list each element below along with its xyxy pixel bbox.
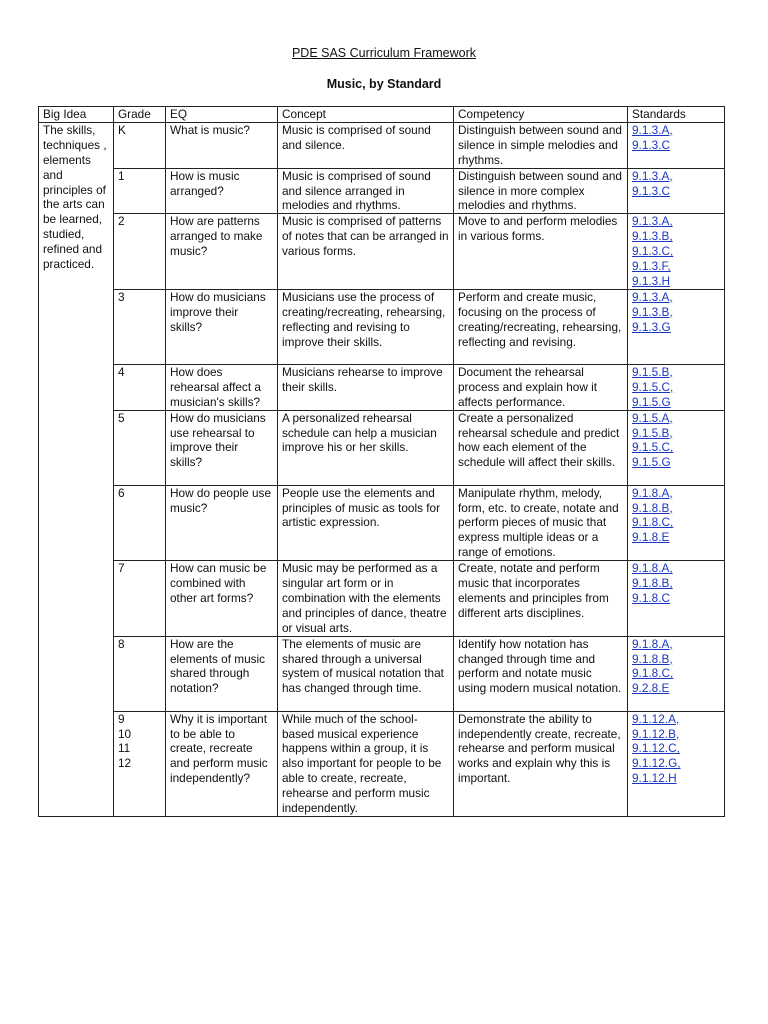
standard-link[interactable]: 9.1.12.G, [632, 756, 681, 771]
header-eq: EQ [166, 107, 278, 123]
standard-link[interactable]: 9.1.3.C, [632, 244, 674, 259]
concept-cell: While much of the school-based musical experience happens within a group, it is also important for people to be able to create, recreate, rehearse and perform music independently. [278, 711, 454, 816]
concept-cell: People use the elements and principles of music as tools for artistic expression. [278, 485, 454, 561]
standard-link[interactable]: 9.1.3.H [632, 273, 671, 288]
standards-cell [628, 561, 725, 637]
document-title: PDE SAS Curriculum Framework [291, 46, 477, 60]
standard-link[interactable]: 9.1.5.A, [632, 410, 673, 425]
grade-cell [114, 561, 166, 637]
eq-cell: How are the elements of music shared through notation? [166, 636, 278, 711]
eq-cell: How do musicians improve their skills? [166, 289, 278, 364]
table-row [39, 636, 725, 711]
grade-label: 11 [118, 741, 131, 756]
eq-cell: Why it is important to be able to create, recreate and perform music independently? [166, 711, 278, 816]
competency-cell: Identify how notation has changed through time and perform and notate music using modern musical notation. [454, 636, 628, 711]
concept-cell: A personalized rehearsal schedule can help a musician improve his or her skills. [278, 410, 454, 485]
grade-label: 9 [118, 711, 125, 726]
competency-cell: Demonstrate the ability to independently create, recreate, rehearse and perform musical works and explain why this is important. [454, 711, 628, 816]
table-row [39, 289, 725, 364]
grade-label: 3 [118, 289, 125, 304]
standard-link[interactable]: 9.1.3.A, [632, 214, 673, 229]
grade-cell [114, 711, 166, 816]
competency-cell: Move to and perform melodies in various forms. [454, 214, 628, 290]
standard-link[interactable]: 9.1.8.C, [632, 666, 674, 681]
standard-link[interactable]: 9.1.3.B, [632, 229, 673, 244]
competency-cell: Distinguish between sound and silence in simple melodies and rhythms. [454, 122, 628, 168]
big-idea-cell: The skills, techniques , elements and principles of the arts can be learned, studied, refined and practiced. [39, 122, 114, 816]
grade-label: 12 [118, 756, 132, 771]
standards-cell [628, 636, 725, 711]
standard-link[interactable]: 9.1.12.A, [632, 711, 680, 726]
standards-cell [628, 289, 725, 364]
standards-cell [628, 214, 725, 290]
standard-link[interactable]: 9.2.8.E [632, 681, 670, 696]
standard-link[interactable]: 9.1.3.A, [632, 289, 673, 304]
table-row [39, 561, 725, 637]
header-concept: Concept [278, 107, 454, 123]
standard-link[interactable]: 9.1.5.B, [632, 364, 673, 379]
table-row [39, 168, 725, 214]
table-row [39, 485, 725, 561]
standard-link[interactable]: 9.1.5.G [632, 455, 671, 470]
table-row [39, 214, 725, 290]
standard-link[interactable]: 9.1.5.G [632, 394, 671, 409]
header-big-idea: Big Idea [39, 107, 114, 123]
eq-cell: How can music be combined with other art forms? [166, 561, 278, 637]
eq-cell: How does rehearsal affect a musician's skills? [166, 364, 278, 410]
header-grade: Grade [114, 107, 166, 123]
grade-cell [114, 122, 166, 168]
standards-table [38, 106, 725, 817]
concept-cell: Music is comprised of sound and silence arranged in melodies and rhythms. [278, 168, 454, 214]
table-body [39, 122, 725, 816]
grade-label: 6 [118, 485, 125, 500]
eq-cell: How are patterns arranged to make music? [166, 214, 278, 290]
standards-cell [628, 122, 725, 168]
standard-link[interactable]: 9.1.12.C, [632, 741, 680, 756]
grade-label: 8 [118, 636, 125, 651]
standard-link[interactable]: 9.1.8.B, [632, 500, 673, 515]
standard-link[interactable]: 9.1.12.H [632, 771, 677, 786]
grade-label: 4 [118, 364, 125, 379]
standards-cell [628, 168, 725, 214]
header-standards: Standards [628, 107, 725, 123]
competency-cell: Perform and create music, focusing on the process of creating/recreating, rehearsing, reflecting and revising. [454, 289, 628, 364]
standard-link[interactable]: 9.1.3.B, [632, 304, 673, 319]
competency-cell: Create, notate and perform music that incorporates elements and principles from different arts disciplines. [454, 561, 628, 637]
concept-cell: The elements of music are shared through a universal system of musical notation that has changed through time. [278, 636, 454, 711]
concept-cell: Musicians use the process of creating/recreating, rehearsing, reflecting and revising to improve their skills. [278, 289, 454, 364]
eq-cell: How do musicians use rehearsal to improve their skills? [166, 410, 278, 485]
standard-link[interactable]: 9.1.8.E [632, 530, 670, 545]
standard-link[interactable]: 9.1.8.A, [632, 636, 673, 651]
document-subtitle: Music, by Standard [326, 77, 442, 91]
grade-label: 2 [118, 214, 125, 229]
eq-cell: How is music arranged? [166, 168, 278, 214]
standard-link[interactable]: 9.1.5.C, [632, 440, 674, 455]
standard-link[interactable]: 9.1.8.A, [632, 561, 673, 576]
header-competency: Competency [454, 107, 628, 123]
concept-cell: Music may be performed as a singular art form or in combination with the elements and principles of dance, theatre or visual arts. [278, 561, 454, 637]
standard-link[interactable]: 9.1.3.A, [632, 168, 673, 183]
concept-cell: Music is comprised of sound and silence. [278, 122, 454, 168]
table-row [39, 364, 725, 410]
grade-cell [114, 410, 166, 485]
table-row [39, 711, 725, 816]
competency-cell: Create a personalized rehearsal schedule and predict how each element of the schedule will affect their skills. [454, 410, 628, 485]
concept-cell: Musicians rehearse to improve their skills. [278, 364, 454, 410]
standard-link[interactable]: 9.1.3.C [632, 183, 671, 198]
standard-link[interactable]: 9.1.8.A, [632, 485, 673, 500]
standards-cell [628, 410, 725, 485]
grade-label: 7 [118, 561, 125, 576]
standard-link[interactable]: 9.1.8.C, [632, 515, 674, 530]
grade-cell [114, 485, 166, 561]
grade-label: 5 [118, 410, 125, 425]
eq-cell: What is music? [166, 122, 278, 168]
grade-label: 1 [118, 168, 125, 183]
concept-cell: Music is comprised of patterns of notes that can be arranged in various forms. [278, 214, 454, 290]
standards-cell [628, 485, 725, 561]
standard-link[interactable]: 9.1.5.B, [632, 425, 673, 440]
standard-link[interactable]: 9.1.3.C [632, 137, 671, 152]
standard-link[interactable]: 9.1.3.A, [632, 122, 673, 137]
competency-cell: Distinguish between sound and silence in more complex melodies and rhythms. [454, 168, 628, 214]
table-row [39, 122, 725, 168]
grade-label: K [118, 122, 126, 137]
table-row [39, 410, 725, 485]
grade-cell [114, 168, 166, 214]
grade-label: 10 [118, 726, 132, 741]
grade-cell [114, 364, 166, 410]
standards-cell [628, 711, 725, 816]
standard-link[interactable]: 9.1.3.F, [632, 259, 671, 274]
standard-link[interactable]: 9.1.12.B, [632, 726, 680, 741]
standards-cell [628, 364, 725, 410]
standard-link[interactable]: 9.1.8.B, [632, 651, 673, 666]
standard-link[interactable]: 9.1.8.C [632, 590, 671, 605]
standard-link[interactable]: 9.1.5.C, [632, 379, 674, 394]
standard-link[interactable]: 9.1.3.G [632, 319, 671, 334]
competency-cell: Document the rehearsal process and explain how it affects performance. [454, 364, 628, 410]
grade-cell [114, 214, 166, 290]
standard-link[interactable]: 9.1.8.B, [632, 576, 673, 591]
eq-cell: How do people use music? [166, 485, 278, 561]
table-header-row [39, 107, 725, 123]
competency-cell: Manipulate rhythm, melody, form, etc. to create, notate and perform pieces of music that express multiple ideas or a range of emotions. [454, 485, 628, 561]
grade-cell [114, 289, 166, 364]
grade-cell [114, 636, 166, 711]
